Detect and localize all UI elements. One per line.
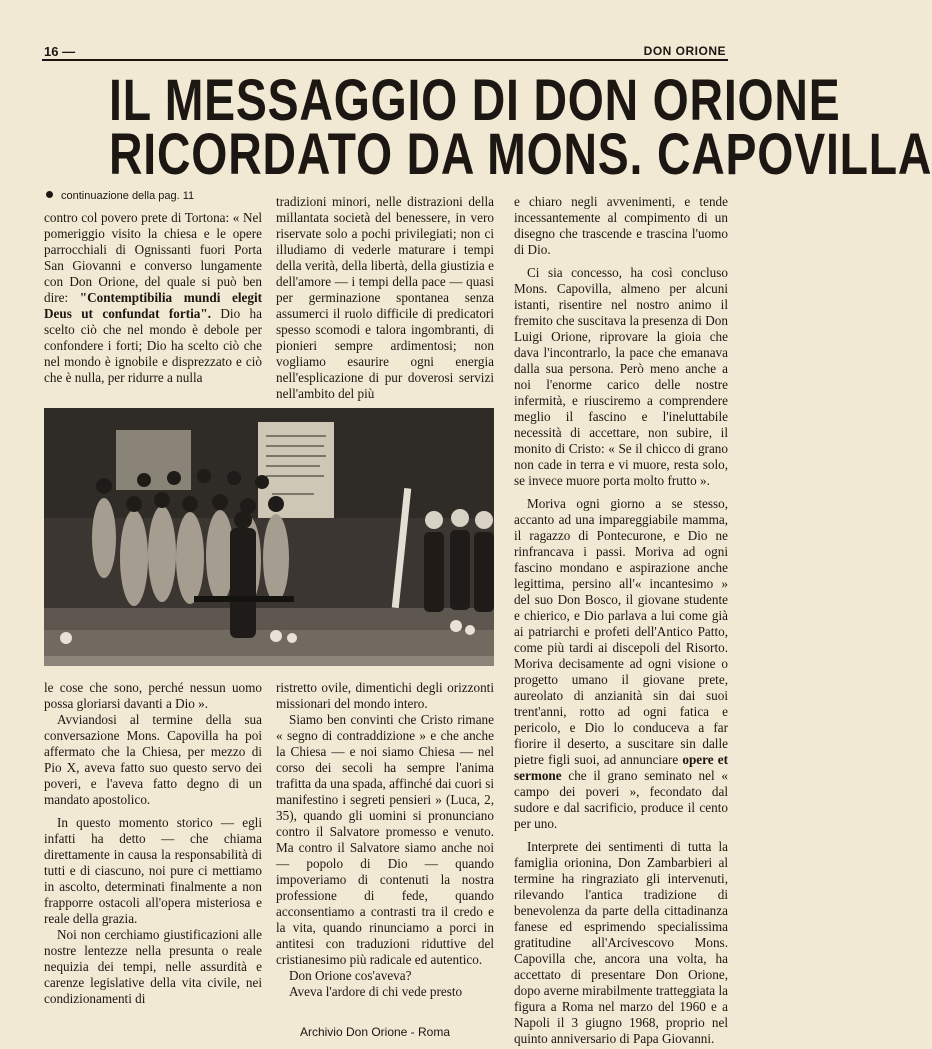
latin-phrase: opere et sermone [514,752,728,783]
paragraph: Noi non cerchiamo giustificazioni alle nostre lentezze nella presunta o reale nequizia dei tempi, nelle assurdità e carenze legislative della vita civile, nei condizionamenti di [44,927,262,1006]
column-2-top [276,194,494,402]
paragraph: Ci sia concesso, ha così concluso Mons. Capovilla, almeno per alcuni istanti, risentire nel nostro animo il fremito che suscitava la presenza di Don Luigi Orione, riprovare la gioia che dava l'incontrarlo, la pace che emanava dalla sua persona. Però meno anche a noi l'enorme carico delle nostre infermità, e riusciremo a comprendere meglio il fascino e l'ineluttabile necessità di accettare, non subire, il monito di Cristo: « Se il chicco di grano non cade in terra e vi muore, resta solo, se invece muore porta molto frutto ». [514,265,728,488]
column-1-bottom [44,680,262,1007]
paragraph: Siamo ben convinti che Cristo rimane « segno di contraddizione » e che anche la Chiesa — e noi siamo Chiesa — nel corso dei secoli ha sempre l'anima trafitta da una spada, affinché dai cuori si manifestino i segreti pensieri » (Luca, 2, 35), quando gli uomini si pronunciano contro il Salvatore promesso e venuto. Ma contro il Salvatore siamo anche noi — popolo di Dio — quando impoveriamo di contenuti la nostra professione di fede, quando acconsentiamo a contrasti tra il credo e la vita, quando rinunciamo a porci in antitesi con traduzioni riduttive del cristianesimo più radicale ed autentico. [276,712,494,967]
paragraph: Interprete dei sentimenti di tutta la famiglia orionina, Don Zambarbieri al termine ha ringraziato gli intervenuti, rilevando l'antica tradizione di benevolenza da parte della cittadinanza fanese ed esprimendo specialissima gratitudine all'Arcivescovo Mons. Capovilla che, ancora una volta, ha accettato di presentare Don Orione, dopo averne mirabilmente tratteggiata la figura a Roma nel marzo del 1960 e a Napoli il 3 giugno 1968, proprio nel quinto anniversario di Papa Giovanni. [514,839,728,1046]
paragraph [44,210,262,386]
latin-quote: "Contemptibilia mundi elegit Deus ut confundat fortia". [44,290,262,321]
page-number: 16 — [44,44,76,59]
header-rule [42,59,728,61]
paragraph: Avviandosi al termine della sua conversazione Mons. Capovilla ha poi affermato che la Chiesa, per mezzo di Pio X, aveva fatto suo questo servo dei poveri, e l'aveva fatto degno di un mandato apostolico. [44,712,262,807]
archive-footer: Archivio Don Orione - Roma [299,1025,451,1039]
running-title: DON ORIONE [643,44,726,58]
continuation-text: continuazione della pag. 11 [61,190,195,202]
concert-photo [44,408,494,666]
paragraph: Aveva l'ardore di chi vede presto [289,984,463,999]
continuation-note [46,190,194,202]
paragraph [514,496,728,832]
text-run: Dio ha scelto ciò che nel mondo è debole per confondere i forti; Dio ha scelto ciò che nel mondo è ignobile e disprezzato e ciò che è nulla, per ridurre a nulla [44,306,262,385]
paragraph: tradizioni minori, nelle distrazioni della millantata società del benessere, in vero riservate solo a pochi privilegiati; non ci illudiamo di vederle maturare i tempi della verità, della libertà, della giustizia e dell'amore — i tempi della pace — quasi per germinazione spontanea senza assumerci il ruolo difficile di predicatori spesso scomodi e talora ingombranti, di pionieri sempre ardimentosi; non vogliamo esaurire ogni energia nell'esplicazione di pur doverosi servizi nell'ambito del più [276,194,494,401]
headline-line-1: IL MESSAGGIO DI DON ORIONE [109,68,841,133]
headline-line-2: RICORDATO DA MONS. CAPOVILLA [109,122,932,187]
paragraph: ristretto ovile, dimentichi degli orizzonti missionari del mondo intero. [276,680,494,711]
text-run: Moriva ogni giorno a se stesso, accanto ad una impareggiabile mamma, il ragazzo di Pontecurone, e Dio ne rinfrancava i passi. Moriva ad ogni fascino mondano e aspirazione anche legittima, persino all'« incantesimo » del suo Don Bosco, il giovane studente e chierico, e Dio parlava a lui come già ai patriarchi e profeti dell'Antico Patto, come più tardi ai discepoli del Risorto. Moriva decisamente ad ogni visione o progetto umano il giovane prete, aureolato di anzianità sin dai suoi trent'anni, rotto ad ogni fatica e pericolo, e Dio lo conduceva a far fiorire il deserto, a suscitare sin dalle pietre figli suoi, ad annunciare [514,496,728,767]
paragraph: e chiaro negli avvenimenti, e tende incessantemente al compimento di un disegno che trascende e trascina l'uomo di Dio. [514,194,728,257]
paragraph: In questo momento storico — egli infatti ha detto — che chiama direttamente in causa la responsabilità di tutti e di ciascuno, noi pure ci mettiamo in ascolto, determinati finalmente a non frapporre ostacoli all'opera misteriosa e reale della grazia. [44,815,262,926]
text-run: che il grano seminato nel « campo dei poveri », fecondato dal sudore e dal sacrificio, produce il cento per uno. [514,768,728,831]
column-3 [514,194,728,1047]
paragraph: Don Orione cos'aveva? [289,968,412,983]
column-1-top [44,210,262,386]
text-run: contro col povero prete di Tortona: « Nel pomeriggio visito la chiesa e le opere parrocchiali di Ognissanti fuori Porta San Giovanni e converso lungamente con Don Orione, del quale si può ben dire: [44,210,262,305]
bullet-icon [46,191,53,198]
column-2-bottom [276,680,494,1000]
paragraph: le cose che sono, perché nessun uomo possa gloriarsi davanti a Dio ». [44,680,262,711]
